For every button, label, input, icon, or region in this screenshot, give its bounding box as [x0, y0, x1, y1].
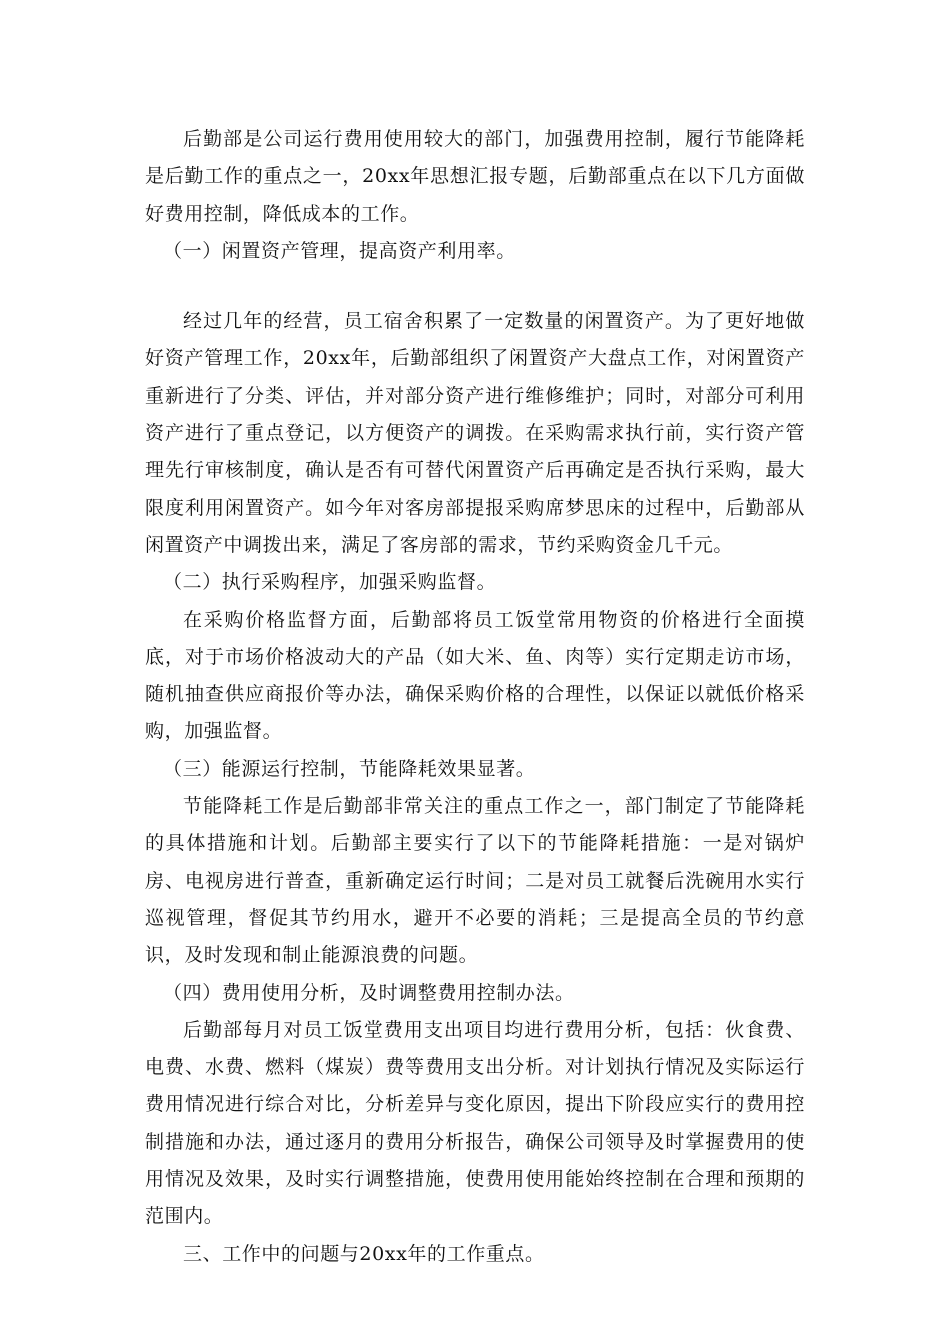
section-title-problems: 三、工作中的问题与20xx年的工作重点。 — [183, 1242, 545, 1265]
heading-energy: （三）能源运行控制，节能降耗效果显著。 — [163, 757, 536, 780]
document-body — [145, 121, 805, 1273]
paragraph-energy: 节能降耗工作是后勤部非常关注的重点工作之一，部门制定了节能降耗的具体措施和计划。后勤部主要实行了以下的节能降耗措施：一是对锅炉房、电视房进行普查，重新确定运行时间；二是对员工就餐后洗碗用水实行巡视管理，督促其节约用水，避开不必要的消耗；三是提高全员的节约意识，及时发现和制止能源浪费的问题。 — [145, 795, 805, 967]
heading-cost-analysis: （四）费用使用分析，及时调整费用控制办法。 — [163, 981, 575, 1004]
heading-procurement: （二）执行采购程序，加强采购监督。 — [163, 571, 497, 594]
paragraph-procurement: 在采购价格监督方面，后勤部将员工饭堂常用物资的价格进行全面摸底，对于市场价格波动大的产品（如大米、鱼、肉等）实行定期走访市场，随机抽查供应商报价等办法，确保采购价格的合理性，以保证以就低价格采购，加强监督。 — [145, 608, 805, 743]
paragraph-cost-analysis: 后勤部每月对员工饭堂费用支出项目均进行费用分析，包括：伙食费、电费、水费、燃料（煤炭）费等费用支出分析。对计划执行情况及实际运行费用情况进行综合对比，分析差异与变化原因，提出下阶段应实行的费用控制措施和办法，通过逐月的费用分析报告，确保公司领导及时掌握费用的使用情况及效果，及时实行调整措施，使费用使用能始终控制在合理和预期的范围内。 — [145, 1018, 805, 1228]
paragraph-idle-assets: 经过几年的经营，员工宿舍积累了一定数量的闲置资产。为了更好地做好资产管理工作，20xx年，后勤部组织了闲置资产大盘点工作，对闲置资产重新进行了分类、评估，并对部分资产进行维修维护；同时，对部分可利用资产进行了重点登记，以方便资产的调拨。在采购需求执行前，实行资产管理先行审核制度，确认是否有可替代闲置资产后再确定是否执行采购，最大限度利用闲置资产。如今年对客房部提报采购席梦思床的过程中，后勤部从闲置资产中调拨出来，满足了客房部的需求，节约采购资金几千元。 — [145, 310, 805, 556]
blank-line — [145, 270, 805, 303]
intro-paragraph: 后勤部是公司运行费用使用较大的部门，加强费用控制，履行节能降耗是后勤工作的重点之一，20xx年思想汇报专题，后勤部重点在以下几方面做好费用控制，降低成本的工作。 — [145, 128, 805, 225]
heading-idle-assets: （一）闲置资产管理，提高资产利用率。 — [163, 239, 516, 262]
